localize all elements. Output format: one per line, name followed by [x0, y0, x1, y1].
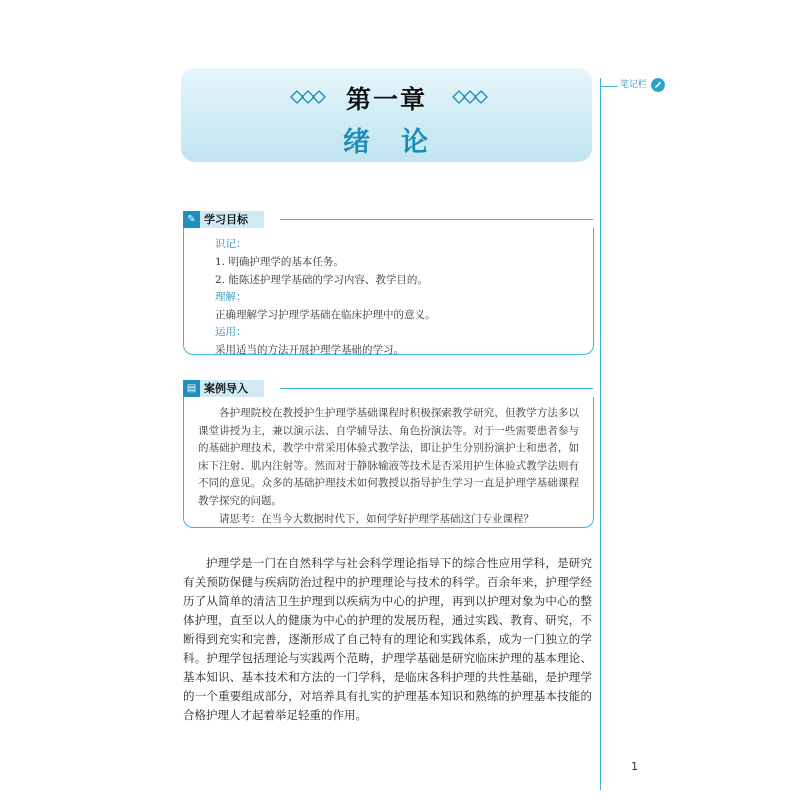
notes-label: 笔记栏 — [620, 80, 648, 90]
case-book-icon: ▤ — [183, 380, 200, 397]
notes-column-rule — [600, 78, 601, 790]
objectives-pen-icon: ✎ — [183, 211, 200, 228]
page-number: 1 — [631, 760, 638, 773]
apply-label: 运用： — [215, 326, 247, 338]
objectives-header — [183, 211, 303, 229]
case-header — [183, 380, 303, 398]
case-header-rule — [280, 388, 593, 389]
understand-label: 理解： — [215, 291, 247, 303]
apply-text: 采用适当的方法开展护理学基础的学习。 — [215, 344, 404, 356]
remember-item: 2. 能陈述护理学基础的学习内容、教学目的。 — [215, 274, 428, 286]
chapter-number: 第一章 — [345, 85, 427, 114]
understand-text: 正确理解学习护理学基础在临床护理中的意义。 — [215, 309, 436, 321]
chapter-banner — [181, 68, 592, 162]
chapter-title: 绪 论 — [343, 127, 430, 158]
body-paragraph: 护理学是一门在自然科学与社会科学理论指导下的综合性应用学科，是研究有关预防保健与疾病防治过程中的护理理论与技术的科学。百余年来，护理学经历了从简单的清洁卫生护理到以疾病为中心的护理，再到以护理对象为中心的整体护理，直至以人的健康为中心的护理的发展历程，通过实践、教育、研究，不断得到充实和完善，逐渐形成了自己特有的理论和实践体系，成为一门独立的学科。护理学包括理论与实践两个范畴，护理学基础是研究临床护理的基本理论、基本知识、基本技术和方法的一门学科，是临床各科护理的共性基础，是护理学的一个重要组成部分，对培养具有扎实的护理基本知识和熟练的护理基本技能的合格护理人才起着举足轻重的作用。 — [183, 556, 592, 722]
objectives-title: 学习目标 — [200, 211, 264, 228]
objectives-header-rule — [280, 219, 593, 220]
remember-item: 1. 明确护理学的基本任务。 — [215, 256, 344, 268]
case-paragraph: 各护理院校在教授护生护理学基础课程时积极探索教学研究，但教学方法多以课堂讲授为主，兼以演示法、自学辅导法、角色扮演法等。对于一些需要患者参与的基础护理技术，教学中常采用体验式教学法，即让护生分别扮演护士和患者，如床下注射、肌内注射等。然而对于静脉输液等技术是否采用护生体验式教学法则有不同的意见。众多的基础护理技术如何教授以指导护生学习一直是护理学基础课程教学探究的问题。 — [198, 407, 579, 507]
case-title: 案例导入 — [200, 380, 264, 397]
case-question: 请思考：在当今大数据时代下，如何学好护理学基础这门专业课程？ — [219, 512, 534, 525]
objectives-box — [183, 228, 594, 355]
notes-header-rule — [600, 86, 618, 87]
pencil-icon — [651, 78, 665, 92]
body-text-block — [183, 554, 592, 725]
case-box — [183, 397, 594, 528]
remember-label: 识记： — [215, 238, 247, 250]
